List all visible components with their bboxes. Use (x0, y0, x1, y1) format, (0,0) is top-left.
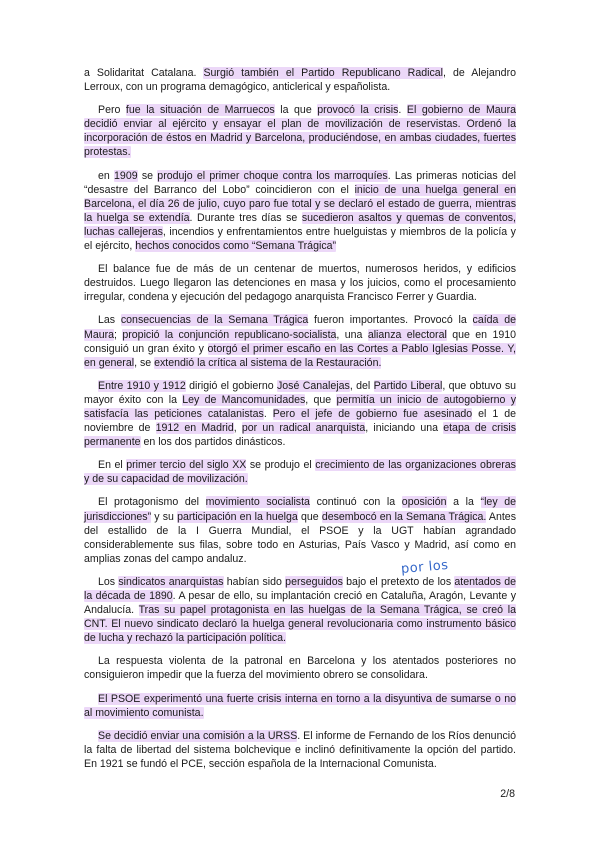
page-number: 2/8 (500, 788, 515, 800)
highlighted-text: alianza electoral (367, 328, 447, 341)
text-segment: a la (446, 496, 481, 509)
highlighted-text: propició la conjunción republicano-socialista (122, 328, 337, 341)
text-segment: En el (98, 459, 127, 472)
highlighted-text: “ley de jurisdicciones” (84, 496, 517, 523)
text-segment: , incendios y enfrentamientos entre huelguistas y miembros de la policía y el ejército, (84, 225, 516, 253)
text-segment: habían sido (223, 575, 286, 588)
text-segment: ; (114, 328, 123, 341)
text-segment: continuó con la (309, 496, 402, 509)
text-segment: El protagonismo del (98, 496, 206, 509)
paragraph-7 (84, 458, 516, 486)
text-segment: el 1 de noviembre de (84, 407, 516, 435)
highlighted-text: sucedieron asaltos y quemas de conventos, luchas callejeras (84, 211, 516, 238)
paragraph-12 (84, 729, 516, 771)
highlighted-text: consecuencias de la Semana Trágica (120, 314, 309, 327)
highlighted-text: 1912 en Madrid (155, 422, 234, 435)
highlighted-text: produjo el primer choque contra los marroquíes (157, 169, 388, 182)
paragraph-9 (84, 575, 516, 645)
paragraph-4 (84, 262, 516, 304)
highlighted-text: movimiento socialista (205, 496, 310, 509)
highlighted-text: atentados de la década de 1890 (84, 575, 516, 602)
highlighted-text: oposición (401, 496, 447, 509)
text-segment: y su (151, 510, 178, 523)
text-segment: que en 1910 consiguió un gran éxito y (84, 328, 517, 355)
highlighted-text: Tras su papel protagonista en las huelgas de la Semana Trágica, se creó la CNT. El nuevo sindicato declaró la huelga general revolucionaria como instrumento básico de lucha y rechazó la participación política. (84, 604, 516, 645)
highlighted-text: perseguidos (285, 575, 343, 588)
text-segment: , una (336, 328, 368, 341)
text-segment: en (98, 169, 115, 182)
paragraph-6 (84, 379, 516, 449)
highlighted-text: caída de Maura (84, 314, 516, 341)
text-segment: , se (134, 356, 155, 369)
paragraph-10 (84, 654, 516, 682)
highlighted-text: extendió la crítica al sistema de la Restauración. (154, 356, 382, 369)
highlighted-text: sindicatos anarquistas (118, 575, 224, 588)
text-segment: dirigió el gobierno (185, 379, 277, 392)
highlighted-text: hechos conocidos como “Semana Trágica” (135, 240, 337, 253)
highlighted-text: El PSOE experimentó una fuerte crisis interna en torno a la disyuntiva de sumarse o no al movimiento comunista. (84, 692, 516, 719)
highlighted-text: por un radical anarquista (241, 422, 366, 435)
handwritten-note: por los (400, 557, 450, 578)
highlighted-text: inicio de una huelga general en Barcelona, el día 26 de julio, cuyo paro fue total y se declaró el estado de guerra, mientras la huelga se extendía (84, 183, 516, 224)
highlighted-text: etapa de crisis permanente (84, 422, 517, 449)
highlighted-text: otorgó el primer escaño en las Cortes a Pablo Iglesias Posse. Y, en general (84, 342, 516, 369)
paragraph-3 (84, 169, 516, 254)
text-segment: que (297, 510, 322, 523)
text-segment: El balance fue de más de un centenar de muertos, numerosos heridos, y edificios destruidos. Luego llegaron las detenciones en masa y los juicios, como el procesamiento irregular, condena y ejecución del pedagogo anarquista Francisco Ferrer y Guardia. (84, 263, 516, 304)
text-segment: , del (349, 379, 374, 392)
text-segment: . El informe de Fernando de los Ríos denunció la falta de libertad del sistema bolchevique e inclinó definitivamente la opción del partido. En 1921 se fundó el PCE, sección española de la Internacional Comunista. (84, 729, 516, 770)
highlighted-text: El gobierno de Maura decidió enviar al ejército y ensayar el plan de movilización de reservistas. Ordenó la incorporación de éstos en Madrid y Barcelona, produciéndose, en ambas ciudades, fuertes protestas. (84, 104, 516, 159)
text-segment: , (233, 422, 242, 435)
highlighted-text: Partido Liberal (373, 379, 443, 392)
highlighted-text: Pero el jefe de gobierno fue asesinado (272, 407, 473, 420)
text-segment: la que (274, 104, 318, 117)
text-segment: , que obtuvo su mayor éxito con la (84, 379, 517, 406)
text-segment: . A pesar de ello, su implantación creció en Cataluña, Aragón, Levante y Andalucía. (84, 590, 516, 617)
highlighted-text: fue la situación de Marruecos (125, 104, 275, 117)
highlighted-text: desembocó en la Semana Trágica. (321, 510, 487, 523)
paragraph-11 (84, 692, 516, 720)
text-segment: , que (305, 393, 337, 406)
paragraph-8 (84, 495, 516, 565)
highlighted-text: crecimiento de las organizaciones obreras y de su capacidad de movilización. (84, 459, 516, 486)
text-segment: se produjo el (246, 459, 316, 472)
highlighted-text: Entre 1910 y 1912 (98, 379, 186, 392)
text-segment: . (398, 104, 407, 117)
text-segment: se (137, 169, 158, 182)
text-segment: Los (98, 575, 119, 588)
highlighted-text: provocó la crisis (317, 104, 399, 117)
highlighted-text: participación en la huelga (177, 510, 298, 523)
text-segment: . Las primeras noticias del “desastre del Barranco del Lobo” coincidieron con el (84, 169, 516, 196)
text-segment: bajo el pretexto de los (342, 575, 455, 588)
text-segment: a Solidaritat Catalana. (84, 67, 204, 79)
text-segment: , iniciando una (365, 422, 444, 435)
text-segment: fueron importantes. Provocó la (308, 314, 473, 327)
text-segment: . Durante tres días se (189, 211, 302, 224)
text-segment: La respuesta violenta de la patronal en Barcelona y los atentados posteriores no consiguieron impedir que la fuerza del movimiento obrero se consolidara. (84, 655, 516, 682)
text-segment: Antes del estallido de la I Guerra Mundial, el PSOE y la UGT habían agrandado considerablemente sus filas, sobre todo en Asturias, País Vasco y Madrid, así como en amplias zonas del campo andaluz. (84, 510, 516, 565)
highlighted-text: Surgió también el Partido Republicano Radical (203, 67, 444, 79)
highlighted-text: primer tercio del siglo XX (126, 459, 247, 472)
text-segment: . (263, 407, 273, 420)
paragraph-5 (84, 313, 516, 369)
highlighted-text: Se decidió enviar una comisión a la URSS (98, 729, 298, 742)
text-segment: Las (98, 314, 121, 327)
highlighted-text: permitía un inicio de autogobierno y satisfacía las peticiones catalanistas (84, 393, 516, 420)
text-segment: , de Alejandro Lerroux, con un programa demagógico, anticlerical y españolista. (84, 67, 516, 94)
text-segment: en los dos partidos dinásticos. (140, 436, 286, 449)
text-segment: Pero (98, 104, 126, 117)
paragraph-2 (84, 103, 516, 159)
highlighted-text: Ley de Mancomunidades (182, 393, 306, 406)
highlighted-text: 1909 (114, 169, 138, 182)
highlighted-text: José Canalejas (276, 379, 350, 392)
paragraph-1 (84, 66, 516, 94)
